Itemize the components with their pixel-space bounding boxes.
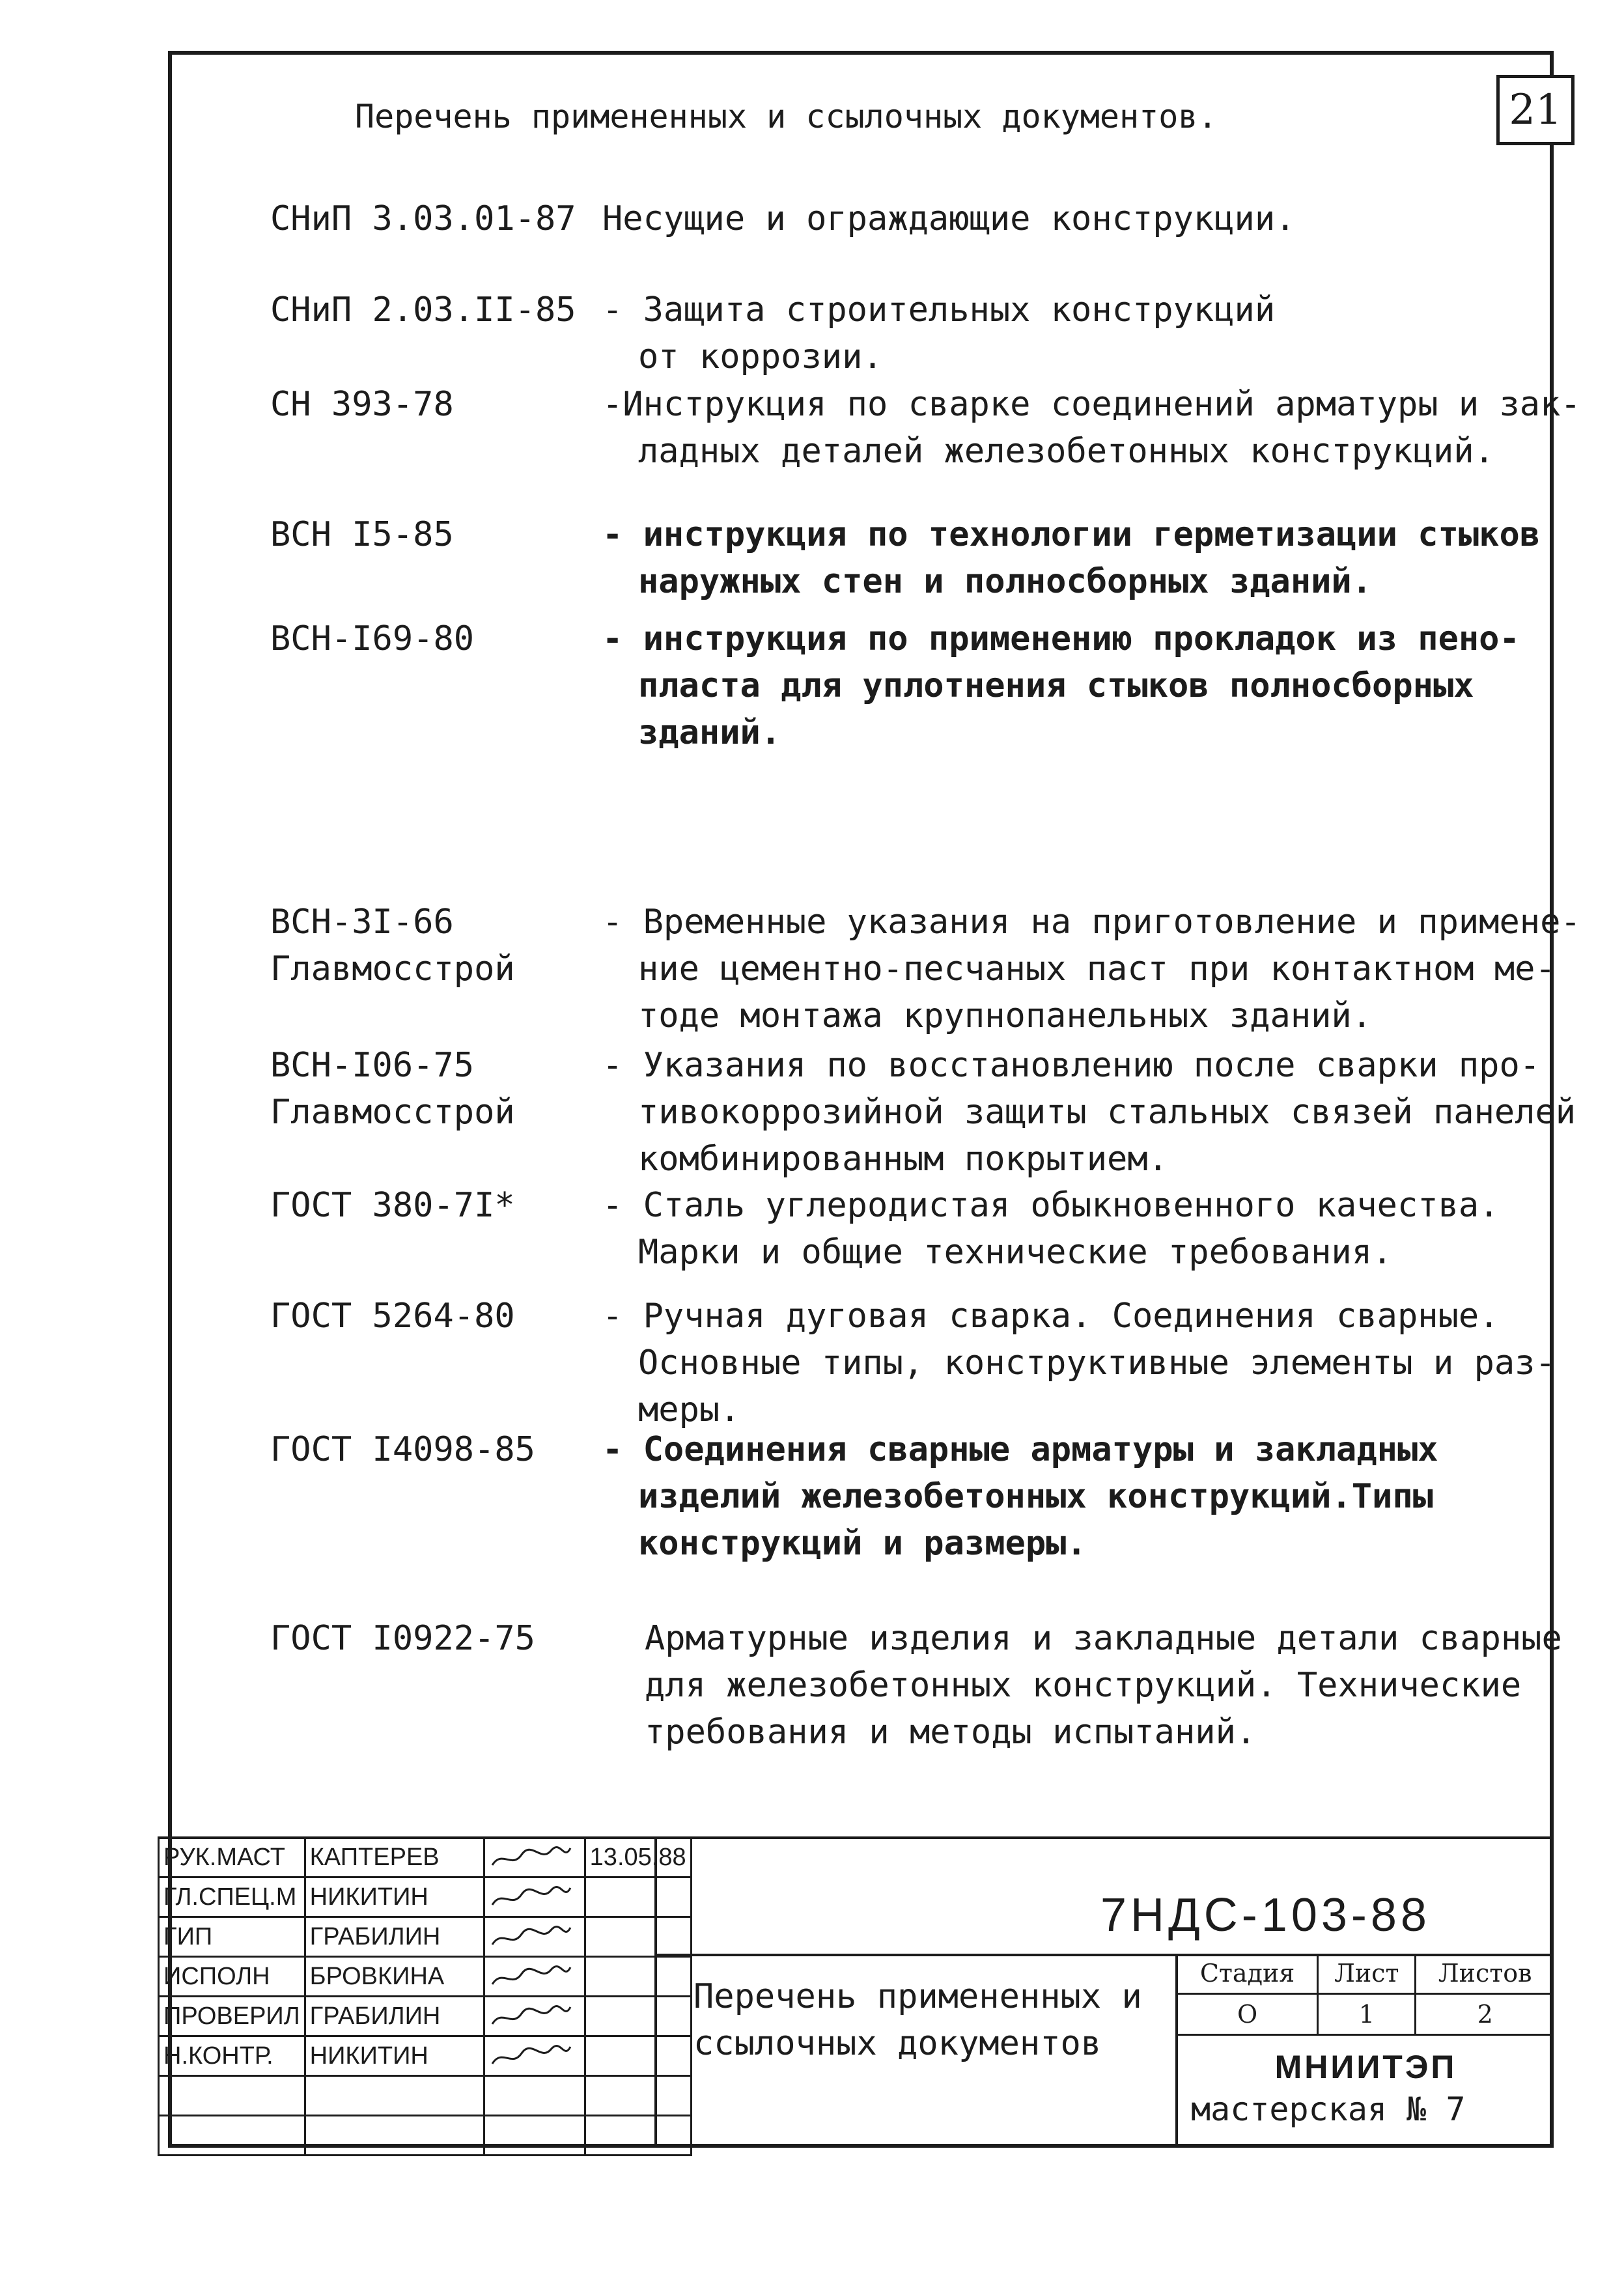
doc-code: ГОСТ 380-7I* — [270, 1186, 515, 1225]
doc-description-line: - Временные указания на приготовление и примене- — [602, 903, 1581, 942]
signature-mark — [484, 1877, 585, 1917]
doc-description-line: меры. — [638, 1390, 740, 1429]
signature-date — [585, 2116, 691, 2156]
doc-description-line: - инструкция по технологии герметизации стыков — [602, 515, 1541, 554]
sheet-label: Лист — [1318, 1954, 1416, 1994]
sheets-label: Листов — [1416, 1954, 1554, 1994]
workshop: мастерская № 7 — [1191, 2090, 1466, 2128]
signature-name: БРОВКИНА — [305, 1957, 484, 1997]
stage-label: Стадия — [1178, 1954, 1318, 1994]
doc-description-line: изделий железобетонных конструкций.Типы — [638, 1477, 1433, 1516]
page-title: Перечень примененных и ссылочных документов. — [355, 98, 1218, 135]
sheet-value: 1 — [1318, 1994, 1416, 2035]
doc-description — [602, 1042, 1576, 1183]
stage-table — [1178, 1954, 1554, 2036]
doc-org: Главмосстрой — [270, 949, 515, 989]
signature-scribble — [489, 1843, 574, 1872]
doc-description-line: ние цементно-песчаных паст при контактном ме- — [638, 949, 1556, 989]
signature-name: НИКИТИН — [305, 2036, 484, 2076]
doc-description-line: тивокоррозийной защиты стальных связей панелей — [638, 1093, 1576, 1132]
doc-description-line: комбинированным покрытием. — [638, 1140, 1168, 1179]
doc-description-line: требования и методы испытаний. — [645, 1713, 1257, 1752]
signature-scribble — [489, 1962, 574, 1991]
signature-date — [585, 2036, 691, 2076]
signature-name — [305, 2076, 484, 2116]
doc-code: ГОСТ I4098-85 — [270, 1430, 535, 1469]
doc-description-line: - Защита строительных конструкций — [602, 290, 1276, 330]
signature-row — [159, 1957, 692, 1997]
signature-role: ИСПОЛН — [159, 1957, 305, 1997]
doc-description-line: - Соединения сварные арматуры и закладных — [602, 1430, 1438, 1469]
signature-date — [585, 1917, 691, 1957]
doc-description — [602, 287, 1275, 380]
signature-name: ГРАБИЛИН — [305, 1917, 484, 1957]
stage-value: О — [1178, 1994, 1318, 2035]
doc-description-line: пласта для уплотнения стыков полносборных — [638, 666, 1474, 705]
signature-date — [585, 1957, 691, 1997]
sheets-value: 2 — [1416, 1994, 1554, 2035]
signature-role: ПРОВЕРИЛ — [159, 1997, 305, 2036]
signature-scribble — [489, 1922, 574, 1951]
signature-role — [159, 2076, 305, 2116]
doc-org: Главмосстрой — [270, 1093, 515, 1132]
doc-description-line: - Ручная дуговая сварка. Соединения сварные. — [602, 1297, 1500, 1336]
signature-scribble — [489, 2002, 574, 2031]
signature-date — [585, 1997, 691, 2036]
doc-description — [602, 1426, 1438, 1567]
doc-code: ГОСТ I0922-75 — [270, 1619, 535, 1658]
signature-mark — [484, 1917, 585, 1957]
project-code: 7НДС-103-88 — [1100, 1889, 1431, 1941]
doc-description-line: ладных деталей железобетонных конструкций. — [638, 432, 1494, 471]
doc-description-line: Арматурные изделия и закладные детали сварные — [645, 1619, 1562, 1658]
signature-scribble — [489, 2042, 574, 2070]
signature-row — [159, 1997, 692, 2036]
doc-description — [602, 195, 1295, 242]
doc-description-line: -Инструкция по сварке соединений арматуры и зак- — [602, 385, 1581, 424]
doc-description — [602, 381, 1581, 475]
doc-code: СН 393-78 — [270, 385, 454, 424]
signature-mark — [484, 2076, 585, 2116]
signature-mark — [484, 1997, 585, 2036]
doc-description-line: наружных стен и полносборных зданий. — [638, 562, 1373, 601]
signature-name: КАПТЕРЕВ — [305, 1838, 484, 1877]
doc-description-line: тоде монтажа крупнопанельных зданий. — [638, 996, 1373, 1035]
doc-description — [602, 1182, 1500, 1276]
doc-code: ВСН-I06-75 — [270, 1046, 475, 1085]
doc-code: СНиП 3.03.01-87 — [270, 199, 576, 238]
doc-code: ГОСТ 5264-80 — [270, 1297, 515, 1336]
doc-description-line: Несущие и ограждающие конструкции. — [602, 199, 1296, 238]
signature-name — [305, 2116, 484, 2156]
signature-role: Н.КОНТР. — [159, 2036, 305, 2076]
signature-row — [159, 1877, 692, 1917]
doc-title-line-2: ссылочных документов — [693, 2024, 1102, 2063]
signature-row — [159, 2076, 692, 2116]
doc-description-line: Основные типы, конструктивные элементы и раз- — [638, 1343, 1556, 1383]
doc-code: ВСН-3I-66 — [270, 903, 454, 942]
signature-row — [159, 2036, 692, 2076]
signature-table — [158, 1836, 692, 2156]
doc-description — [645, 1615, 1562, 1756]
doc-description — [602, 1293, 1556, 1433]
signature-row — [159, 1838, 692, 1877]
signature-role: ГИП — [159, 1917, 305, 1957]
signature-row — [159, 1917, 692, 1957]
doc-description — [602, 899, 1581, 1039]
doc-description-line: для железобетонных конструкций. Технические — [645, 1666, 1522, 1705]
doc-description-line: - Указания по восстановлению после сварки про- — [602, 1046, 1541, 1085]
doc-description-line: - Сталь углеродистая обыкновенного качества. — [602, 1186, 1500, 1225]
signature-mark — [484, 2116, 585, 2156]
doc-description-line: от коррозии. — [638, 337, 883, 376]
doc-description-line: зданий. — [638, 713, 781, 752]
signature-role: ГЛ.СПЕЦ.М — [159, 1877, 305, 1917]
doc-description — [602, 615, 1520, 756]
signature-mark — [484, 1957, 585, 1997]
page-number: 21 — [1496, 75, 1575, 145]
signature-role — [159, 2116, 305, 2156]
signature-name: НИКИТИН — [305, 1877, 484, 1917]
doc-description-line: - инструкция по применению прокладок из пено- — [602, 619, 1520, 658]
signature-date: 13.05.88 — [585, 1838, 691, 1877]
signature-date — [585, 2076, 691, 2116]
signature-mark — [484, 2036, 585, 2076]
doc-code: СНиП 2.03.II-85 — [270, 290, 576, 330]
signature-mark — [484, 1838, 585, 1877]
doc-title-line-1: Перечень примененных и — [693, 1977, 1142, 2016]
stage-box — [1175, 1954, 1554, 2148]
signature-date — [585, 1877, 691, 1917]
doc-description-line: Марки и общие технические требования. — [638, 1233, 1393, 1272]
signature-role: РУК.МАСТ — [159, 1838, 305, 1877]
signature-row — [159, 2116, 692, 2156]
doc-description — [602, 511, 1540, 605]
signature-scribble — [489, 1883, 574, 1911]
title-block-doc-title — [693, 1973, 1142, 2067]
doc-description-line: конструкций и размеры. — [638, 1524, 1087, 1563]
doc-code: ВСН I5-85 — [270, 515, 454, 554]
signature-name: ГРАБИЛИН — [305, 1997, 484, 2036]
organization-name: МНИИТЭП — [1274, 2049, 1457, 2085]
doc-code: ВСН-I69-80 — [270, 619, 475, 658]
